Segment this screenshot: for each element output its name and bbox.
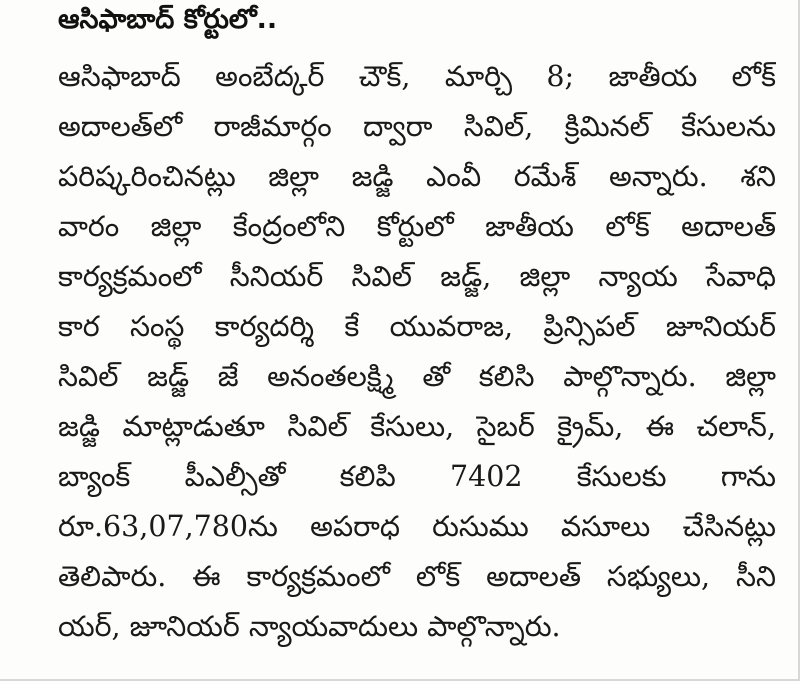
article-line: పరిష్కరించినట్లు జిల్లా జడ్జి ఎంవీ రమేశ్ అన్నారు. శని — [58, 160, 776, 193]
article-line: సివిల్ జడ్జ్ జే అనంతలక్ష్మి తో కలిసి పాల్గొన్నారు. జిల్లా — [58, 360, 776, 393]
article-headline: ఆసిఫాబాద్ కోర్టులో.. — [58, 4, 278, 35]
article-line: ఆసిఫాబాద్ అంబేద్కర్ చౌక్, మార్చి 8; జాతీయ లోక్ — [58, 60, 776, 93]
article-line: కార్యక్రమంలో సీనియర్ సివిల్ జడ్జ్, జిల్లా న్యాయ సేవాధి — [58, 260, 776, 293]
article-line: కార సంస్థ కార్యదర్శి కే యువరాజ, ప్రిన్సిపల్ జూనియర్ — [58, 310, 776, 343]
article-line: రూ.63,07,780ను అపరాధ రుసుము వసూలు చేసినట్లు — [58, 510, 776, 543]
article-body — [58, 52, 776, 652]
article-line: వారం జిల్లా కేంద్రంలోని కోర్టులో జాతీయ లోక్ అదాలత్ — [58, 210, 776, 243]
article-line: జడ్జి మాట్లాడుతూ సివిల్ కేసులు, సైబర్ క్రైమ్, ఈ చలాన్, — [58, 410, 776, 443]
article-line: బ్యాంక్ పీఎల్సీతో కలిపి 7402 కేసులకు గాను — [58, 460, 776, 493]
article-line: యర్, జూనియర్ న్యాయవాదులు పాల్గొన్నారు. — [58, 610, 561, 643]
article-line: అదాలత్‌లో రాజీమార్గం ద్వారా సివిల్, క్రిమినల్ కేసులను — [58, 110, 776, 143]
article-line: తెలిపారు. ఈ కార్యక్రమంలో లోక్ అదాలత్ సభ్యులు, సీని — [58, 560, 776, 593]
